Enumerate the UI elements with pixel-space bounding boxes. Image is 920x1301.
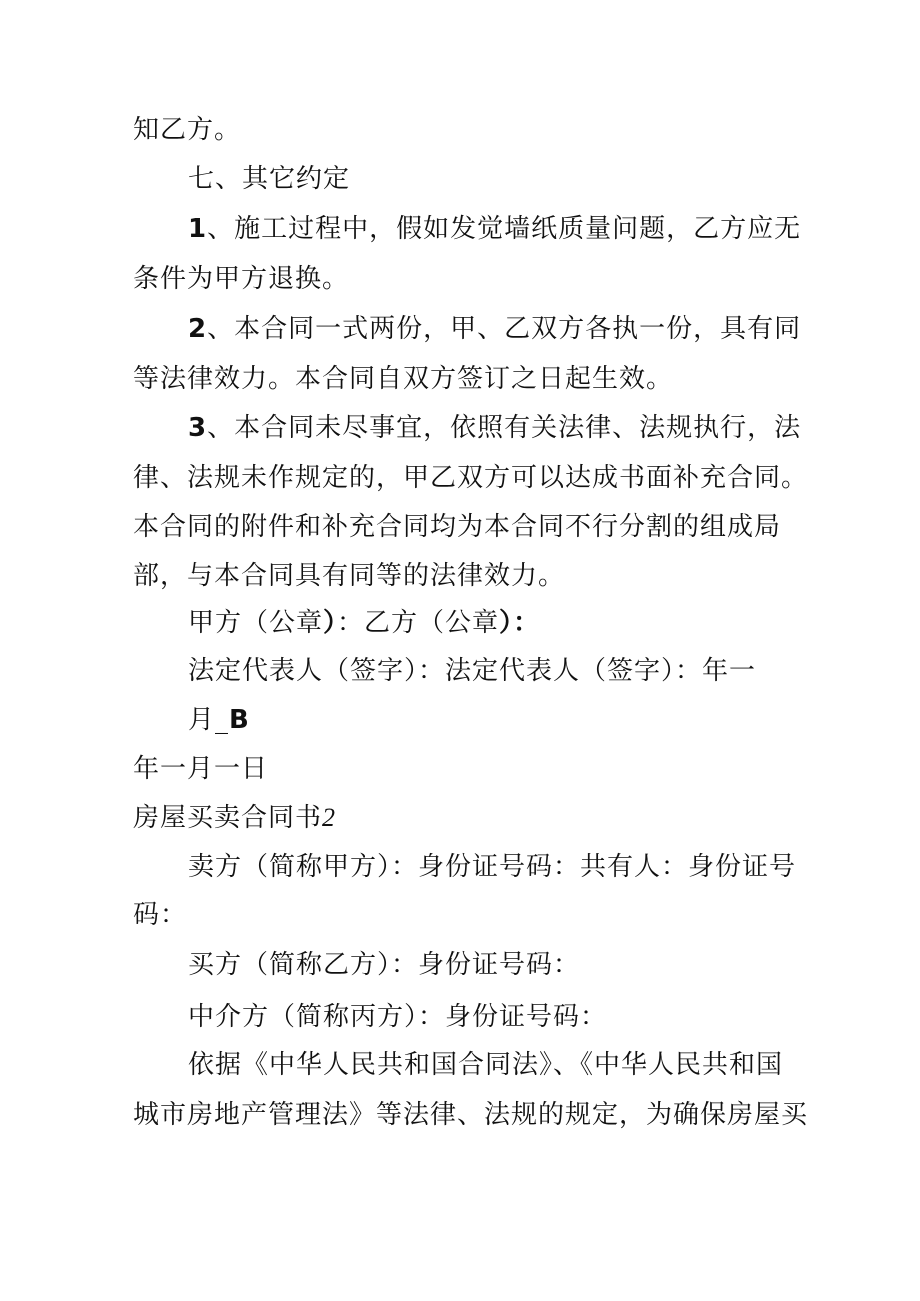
line-text: 部，与本合同具有同等的法律效力。 — [133, 561, 566, 591]
line-text: 、本合同未尽事宜，依照有关法律、法规执行，法 — [207, 413, 802, 443]
line-text: 买方（简称乙方）：身份证号码： — [188, 950, 581, 980]
text-line — [133, 898, 187, 932]
section-heading-text: 七、其它约定 — [188, 164, 351, 194]
line-text: 卖方（简称甲方）：身份证号码：共有人：身份证号 — [188, 852, 797, 882]
line-text: 中介方（简称丙方）：身份证号码： — [188, 1002, 608, 1032]
colon: ： — [513, 608, 541, 638]
clause-1 — [188, 212, 801, 246]
text-line — [133, 1098, 808, 1132]
line-text: 条件为甲方退换。 — [133, 264, 350, 294]
line-text: 月_ — [188, 705, 230, 735]
text-line — [133, 461, 808, 495]
line-text: 依据《中华人民共和国合同法》、《中华人民共和国 — [188, 1050, 784, 1080]
line-text: 、本合同一式两份，甲、乙双方各执一份，具有同 — [207, 314, 802, 344]
line-text: 、施工过程中，假如发觉墙纸质量问题，乙方应无 — [207, 214, 802, 244]
clause-number: 2 — [188, 314, 208, 344]
line-text: 码： — [133, 900, 188, 930]
clause-number: 1 — [188, 214, 208, 244]
line-text: 城市房地产管理法》等法律、法规的规定，为确保房屋买 — [133, 1100, 809, 1130]
text-line — [133, 262, 349, 296]
line-text: 年一月一日 — [133, 754, 269, 784]
seal-line — [188, 606, 540, 640]
text-line — [133, 559, 565, 593]
line-text: 律、法规未作规定的，甲乙双方可以达成书面补充合同。 — [133, 463, 809, 493]
date-line — [133, 752, 268, 786]
date-marker: B — [229, 705, 250, 735]
paren: ） — [499, 608, 514, 638]
text-line — [188, 1048, 783, 1082]
line-text: 等法律效力。本合同自双方签订之日起生效。 — [133, 364, 674, 394]
document-title — [133, 801, 336, 835]
date-line — [188, 703, 250, 737]
agent-line — [188, 1000, 607, 1034]
text-line — [133, 510, 781, 544]
text-line — [133, 113, 241, 147]
party-b-seal: ：乙方（公章 — [337, 608, 500, 638]
title-number: 2 — [322, 803, 337, 832]
clause-number: 3 — [188, 413, 208, 443]
section-heading — [188, 162, 350, 196]
buyer-line — [188, 948, 580, 982]
line-text: 法定代表人（签字）：法定代表人（签字）：年一 — [188, 656, 757, 686]
clause-3 — [188, 411, 801, 445]
signature-line — [188, 654, 756, 688]
line-text: 本合同的附件和补充合同均为本合同不行分割的组成局 — [133, 512, 782, 542]
paren: ） — [323, 608, 338, 638]
line-text: 知乙方。 — [133, 115, 242, 145]
text-line — [133, 362, 673, 396]
title-text: 房屋买卖合同书 — [133, 803, 323, 833]
clause-2 — [188, 312, 801, 346]
party-a-seal: 甲方（公章 — [188, 608, 324, 638]
seller-line — [188, 850, 796, 884]
